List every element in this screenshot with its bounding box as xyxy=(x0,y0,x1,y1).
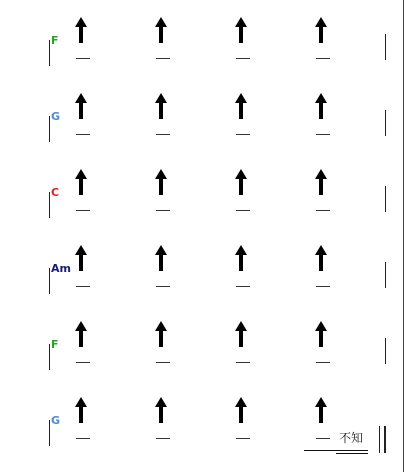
up-arrow-icon xyxy=(74,244,88,272)
strum-beat xyxy=(312,320,336,380)
strum-beat xyxy=(232,396,256,456)
barline-left xyxy=(49,192,50,218)
beat-dash xyxy=(316,286,330,287)
strum-beat xyxy=(232,320,256,380)
up-arrow-icon xyxy=(154,396,168,424)
up-arrow-icon xyxy=(314,320,328,348)
strum-beat xyxy=(72,396,96,456)
beat-dash xyxy=(156,438,170,439)
strum-beat xyxy=(152,16,176,76)
beat-dash xyxy=(76,362,90,363)
strum-beat xyxy=(72,244,96,304)
beat-dash xyxy=(316,134,330,135)
beat-dash xyxy=(236,286,250,287)
barline-left xyxy=(49,268,50,294)
up-arrow-icon xyxy=(314,16,328,44)
chord-label: C xyxy=(51,186,60,199)
strum-beat xyxy=(232,16,256,76)
up-arrow-icon xyxy=(314,244,328,272)
barline-left xyxy=(49,116,50,142)
beat-dash xyxy=(76,438,90,439)
strum-beat xyxy=(72,92,96,152)
beat-dash xyxy=(316,362,330,363)
beat-dash xyxy=(236,58,250,59)
up-arrow-icon xyxy=(314,168,328,196)
up-arrow-icon xyxy=(154,244,168,272)
beat-dash xyxy=(236,438,250,439)
beat-dash xyxy=(76,286,90,287)
strum-beat xyxy=(72,320,96,380)
up-arrow-icon xyxy=(74,16,88,44)
up-arrow-icon xyxy=(314,92,328,120)
beat-dash xyxy=(236,134,250,135)
chord-label: Am xyxy=(51,262,71,275)
up-arrow-icon xyxy=(74,92,88,120)
beat-dash xyxy=(76,134,90,135)
up-arrow-icon xyxy=(74,396,88,424)
up-arrow-icon xyxy=(234,92,248,120)
beat-dash xyxy=(316,58,330,59)
up-arrow-icon xyxy=(234,16,248,44)
strum-beat xyxy=(312,244,336,304)
up-arrow-icon xyxy=(154,320,168,348)
chord-label: G xyxy=(51,110,61,123)
up-arrow-icon xyxy=(234,168,248,196)
barline-right xyxy=(385,34,386,60)
up-arrow-icon xyxy=(234,396,248,424)
beat-dash xyxy=(156,286,170,287)
strum-beat xyxy=(152,168,176,228)
barline-right xyxy=(385,338,386,364)
up-arrow-icon xyxy=(154,168,168,196)
beat-dash xyxy=(76,210,90,211)
strum-beat xyxy=(232,92,256,152)
beat-dash xyxy=(156,58,170,59)
end-label: 不知 xyxy=(339,431,364,445)
barline-left xyxy=(49,40,50,66)
up-arrow-icon xyxy=(314,396,328,424)
beat-dash xyxy=(76,58,90,59)
barline-right xyxy=(385,262,386,288)
up-arrow-icon xyxy=(154,92,168,120)
up-arrow-icon xyxy=(154,16,168,44)
strum-row xyxy=(0,168,406,228)
barline-right xyxy=(385,186,386,212)
chord-label: G xyxy=(51,414,61,427)
strum-row xyxy=(0,16,406,76)
up-arrow-icon xyxy=(234,320,248,348)
strum-beat xyxy=(312,396,336,456)
strum-beat xyxy=(232,244,256,304)
beat-dash xyxy=(316,438,330,439)
beat-dash xyxy=(156,362,170,363)
strum-beat xyxy=(152,244,176,304)
strum-row xyxy=(0,244,406,304)
beat-dash xyxy=(156,134,170,135)
strum-beat xyxy=(312,16,336,76)
strum-beat xyxy=(72,16,96,76)
up-arrow-icon xyxy=(74,168,88,196)
strum-row xyxy=(0,396,406,456)
up-arrow-icon xyxy=(234,244,248,272)
beat-dash xyxy=(236,362,250,363)
strum-beat xyxy=(152,92,176,152)
strum-beat xyxy=(152,320,176,380)
strum-beat xyxy=(312,92,336,152)
strum-beat xyxy=(312,168,336,228)
chord-label: F xyxy=(51,34,59,47)
barline-left xyxy=(49,344,50,370)
strum-beat xyxy=(232,168,256,228)
strum-beat xyxy=(72,168,96,228)
barline-left xyxy=(49,420,50,446)
strum-row xyxy=(0,92,406,152)
up-arrow-icon xyxy=(74,320,88,348)
beat-dash xyxy=(316,210,330,211)
beat-dash xyxy=(156,210,170,211)
beat-dash xyxy=(236,210,250,211)
barline-right xyxy=(385,110,386,136)
chord-label: F xyxy=(51,338,59,351)
strum-row xyxy=(0,320,406,380)
strum-beat xyxy=(152,396,176,456)
